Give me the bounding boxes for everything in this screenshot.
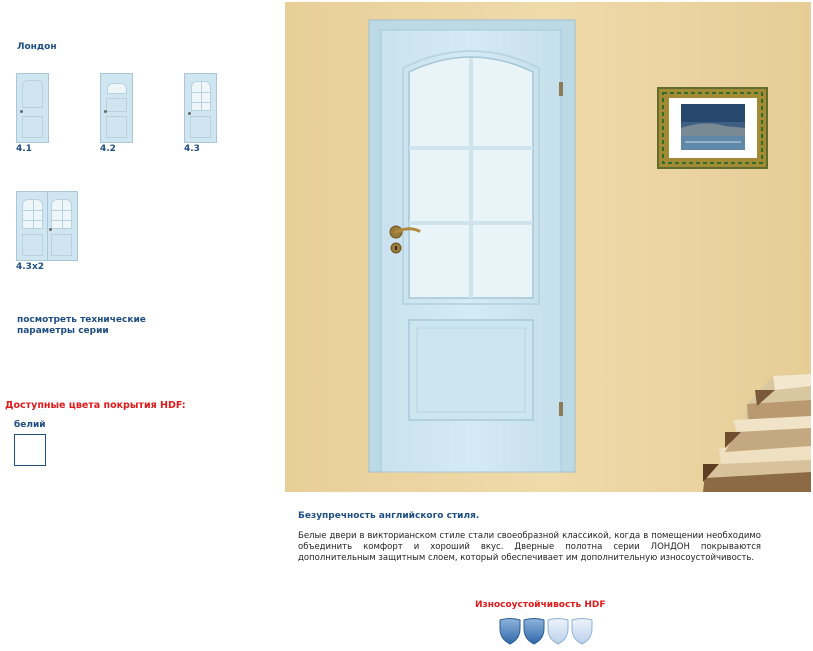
- description-headline: Безупречность английского стиля.: [298, 511, 480, 521]
- door-thumb-image[interactable]: [100, 73, 133, 143]
- door-preview-scene: [285, 2, 811, 492]
- colors-title: Доступные цвета покрытия HDF:: [5, 400, 186, 411]
- color-name-white: белий: [14, 420, 46, 430]
- shield-empty-icon: [548, 619, 568, 645]
- door-thumb-image[interactable]: [184, 73, 217, 143]
- model-thumb-4-1[interactable]: [16, 73, 49, 154]
- model-thumb-4-2[interactable]: [100, 73, 133, 154]
- wear-resistance-title: Износоустойчивость HDF: [475, 600, 606, 610]
- series-title: Лондон: [17, 42, 57, 52]
- door-thumb-image[interactable]: [16, 73, 49, 143]
- wear-resistance-rating: [498, 617, 598, 645]
- shield-filled-icon: [524, 619, 544, 645]
- wall-picture-image: [658, 88, 767, 168]
- description-body: Белые двери в викторианском стиле стали своеобразной классикой, когда в помещении необходимо объединить комфорт и хороший вкус. Дверные полотна серии ЛОНДОН покрываются дополнительным защитным слоем, который обеспечивает им дополнительную износоустойчивость.: [298, 531, 761, 563]
- model-label[interactable]: 4.1: [16, 144, 32, 154]
- model-thumb-4-3x2[interactable]: [16, 191, 78, 272]
- shield-empty-icon: [572, 619, 592, 645]
- model-label[interactable]: 4.2: [100, 144, 116, 154]
- door-large-image: [369, 20, 575, 472]
- tech-params-link[interactable]: посмотреть технические параметры серии: [17, 315, 146, 336]
- model-thumb-4-3[interactable]: [184, 73, 217, 154]
- model-label[interactable]: 4.3x2: [16, 262, 45, 272]
- door-thumb-image[interactable]: [16, 191, 78, 261]
- shield-filled-icon: [500, 619, 520, 645]
- model-label[interactable]: 4.3: [184, 144, 200, 154]
- color-swatch-white[interactable]: [14, 434, 46, 466]
